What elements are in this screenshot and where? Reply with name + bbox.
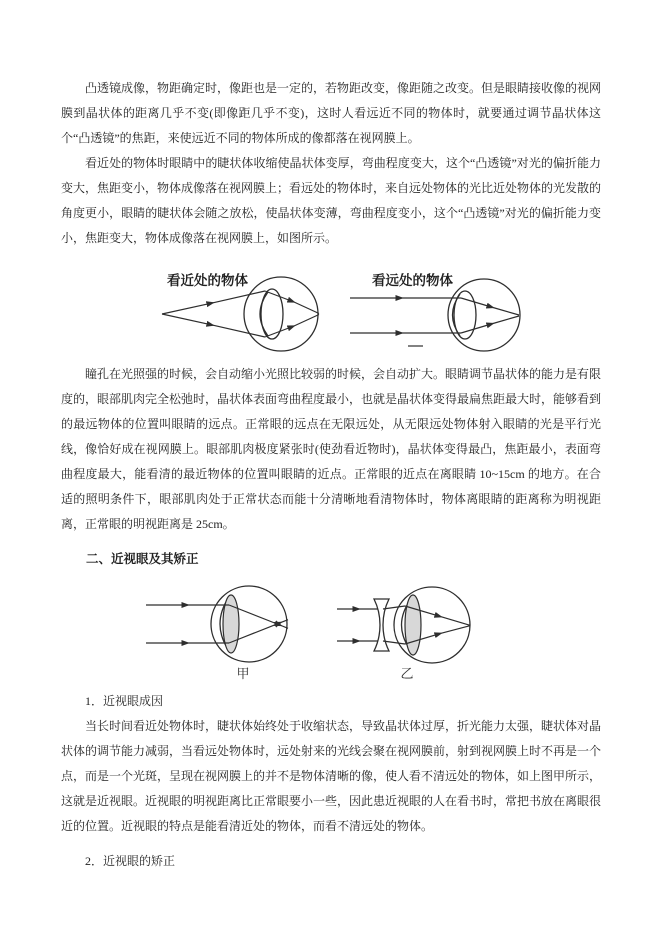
- light-ray: [265, 291, 294, 302]
- paragraph-pupil-near-far-point: 瞳孔在光照强的时候，会自动缩小光照比较弱的时候，会自动扩大。眼睛调节晶状体的能力是有限度的，眼部肌肉完全松弛时，晶状体表面弯曲程度最小，也就是晶状体变得最扁焦距最大时，能够看到的最远物体的位置叫眼睛的远点。正常眼的远点在无限远处，从无限远处物体射入眼睛的光是平行光线，像恰好成在视网膜上。眼部肌肉极度紧张时(使劲看近物时)，晶状体变得最凸，焦距最小，表面弯曲程度最大，能看清的最近物体的位置叫眼睛的近点。正常眼的近点在离眼睛 10~15cm 的地方。在合适的照明条件下，眼部肌肉处于正常状态而能十分清晰地看清物体时，物体离眼睛的距离称为明视距离，正常眼的明视距离是 25cm。: [61, 367, 602, 531]
- concave-corrective-lens: [374, 599, 389, 651]
- light-ray: [213, 325, 265, 337]
- crystalline-lens: [405, 595, 421, 655]
- label-jia: 甲: [236, 666, 250, 681]
- section-heading-myopia: 二、近视眼及其矫正: [86, 552, 199, 566]
- eyeball-outline: [448, 279, 520, 351]
- near-object-label: 看近处的物体: [167, 273, 248, 288]
- eyeball-outline: [244, 277, 318, 351]
- light-ray-group: [162, 291, 319, 337]
- label-yi: 乙: [400, 666, 414, 681]
- light-ray: [493, 316, 519, 324]
- light-ray: [441, 617, 470, 626]
- light-ray: [461, 324, 493, 334]
- figure-normal-eye-accommodation: [81, 265, 601, 360]
- light-ray: [213, 291, 265, 303]
- paragraph-eye-accommodation: 看近处的物体时眼睛中的睫状体收缩使晶状体变厚，弯曲程度变大，这个“凸透镜”对光的偏折能力变大，焦距变小，物体成像落在视网膜上；看远处的物体时，来自远处物体的光比近处物体的光发散的角度更小，眼睛的睫状体会随之放松，使晶状体变薄，弯曲程度变小，这个“凸透镜”对光的偏折能力变小，焦距变大，物体成像落在视网膜上，如图所示。: [61, 156, 602, 245]
- crystalline-lens: [223, 595, 239, 653]
- light-ray: [162, 303, 213, 314]
- light-ray-group: [350, 298, 519, 333]
- subheading-myopia-correction: 2．近视眼的矫正: [85, 854, 176, 868]
- diagram-myopia-corrected-eye: [335, 578, 530, 681]
- subheading-myopia-cause: 1．近视眼成因: [85, 694, 164, 708]
- light-ray: [493, 308, 519, 316]
- light-ray: [441, 626, 470, 634]
- diagram-myopic-eye: [142, 578, 327, 681]
- figure-myopia-correction: [71, 578, 601, 681]
- light-ray: [461, 298, 493, 308]
- paragraph-myopia-cause: 当长时间看近处物体时，睫状体始终处于收缩状态，导致晶状体过厚，折光能力太强，睫状体对晶状体的调节能力减弱，当看远处物体时，远处射来的光线会聚在视网膜前，射到视网膜上时不再是一个点，而是一个光斑，呈现在视网膜上的并不是物体清晰的像，使人看不清远处的物体，如上图甲所示，这就是近视眼。近视眼的明视距离比正常眼要小一些，因此患近视眼的人在看书时，常把书放在离眼很近的位置。近视眼的特点是能看清近处的物体，而看不清远处的物体。: [61, 719, 602, 833]
- light-ray-group: [146, 605, 288, 643]
- far-object-label: 看远处的物体: [372, 273, 453, 288]
- light-ray: [162, 314, 213, 325]
- diagram-eye-far-object: [344, 265, 529, 360]
- light-ray: [265, 326, 294, 337]
- light-ray: [294, 315, 319, 327]
- diagram-eye-near-object: [153, 265, 338, 360]
- light-ray: [294, 302, 319, 314]
- paragraph-lens-imaging: 凸透镜成像，物距确定时，像距也是一定的，若物距改变，像距随之改变。但是眼睛接收像的视网膜到晶状体的距离几乎不变(即像距几乎不变)，这时人看远近不同的物体时，就要通过调节晶状体这个“凸透镜”的焦距，来使远近不同的物体所成的像都落在视网膜上。: [61, 81, 602, 145]
